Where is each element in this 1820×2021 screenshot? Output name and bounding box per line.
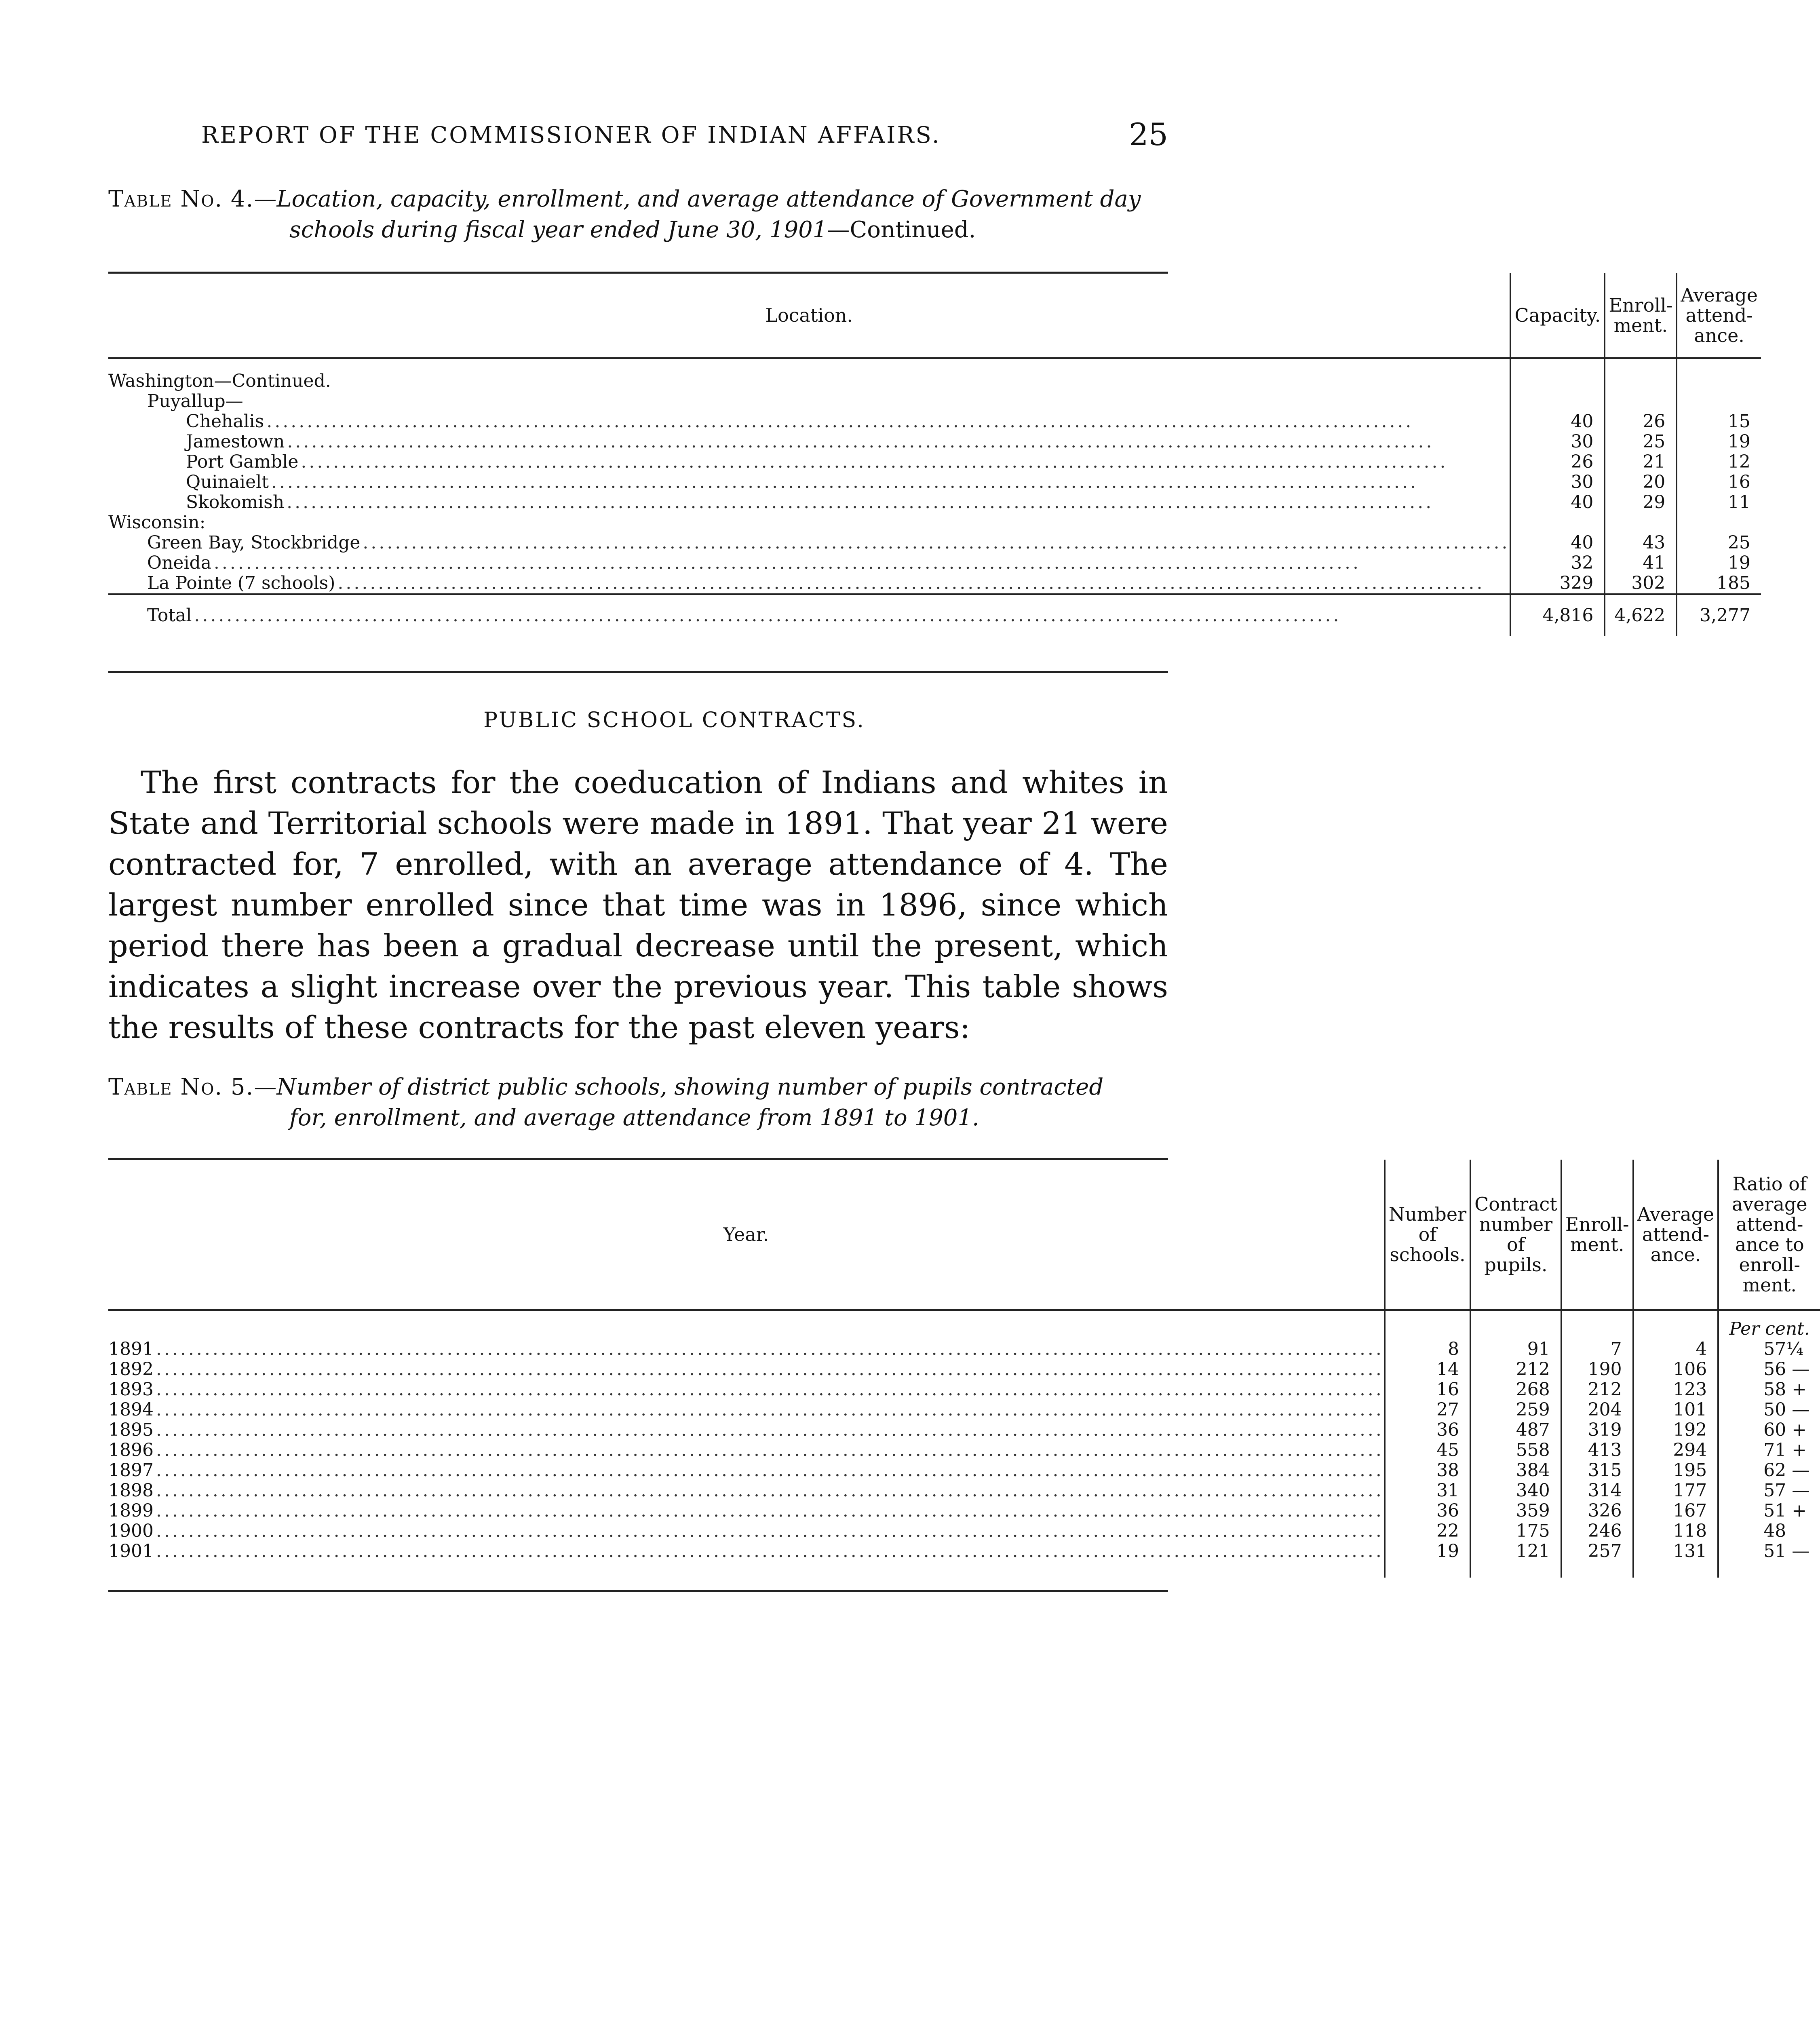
table5-cell-ratio: 62 — xyxy=(1718,1460,1820,1481)
table5-cell-schools: 22 xyxy=(1385,1521,1470,1541)
table5-cell-contract: 259 xyxy=(1470,1400,1561,1420)
table4-cell-capacity: 32 xyxy=(1510,553,1605,573)
table4-caption xyxy=(108,184,1168,245)
table4-total-row: Total .............................................................................................................................................. 4,816 4,622 3,277 xyxy=(108,594,1761,636)
table5-cell-attendance: 101 xyxy=(1633,1400,1719,1420)
section-heading: PUBLIC SCHOOL CONTRACTS. xyxy=(483,708,865,732)
table5-row: 1895 ........................................................................................................................................................ 36 487 319 192 60 + xyxy=(108,1420,1820,1440)
table5-ratio-unit: Per cent. xyxy=(1718,1310,1820,1339)
table5-cell-attendance: 123 xyxy=(1633,1380,1719,1400)
table5-row: 1901 ........................................................................................................................................................ 19 121 257 131 51 — xyxy=(108,1541,1820,1561)
table5-row: 1897 ........................................................................................................................................................ 38 384 315 195 62 — xyxy=(108,1460,1820,1481)
table4-row-name: Oneida xyxy=(147,553,211,573)
table4-row: Skokomish .............................................................................................................................................. 40 29 11 xyxy=(108,492,1761,513)
table5-cell-schools: 14 xyxy=(1385,1359,1470,1380)
table4-cell-capacity: 26 xyxy=(1510,452,1605,472)
table4-total-attendance: 3,277 xyxy=(1677,594,1761,636)
table4-cell-enrollment: 43 xyxy=(1605,533,1677,553)
table4-row-name: Skokomish xyxy=(186,492,285,513)
table4-caption-line2: schools during fiscal year ended June 30, 1901 xyxy=(289,217,827,243)
table4-cell-capacity: 40 xyxy=(1510,533,1605,553)
table4-header-location: Location. xyxy=(108,273,1510,358)
table5-cell-contract: 487 xyxy=(1470,1420,1561,1440)
table4-group-wisconsin: Wisconsin: xyxy=(108,512,206,533)
table5-row: 1898 ........................................................................................................................................................ 31 340 314 177 57 — xyxy=(108,1481,1820,1501)
table5-cell-attendance: 195 xyxy=(1633,1460,1719,1481)
table4-header-row xyxy=(108,273,1761,358)
table5-row: 1893 ........................................................................................................................................................ 16 268 212 123 58 + xyxy=(108,1380,1820,1400)
table4 xyxy=(108,273,1761,636)
table5 xyxy=(108,1160,1820,1578)
table5-cell-enrollment: 413 xyxy=(1561,1440,1633,1460)
table5-cell-contract: 91 xyxy=(1470,1339,1561,1359)
table5-year: 1896 xyxy=(108,1440,154,1460)
table5-cell-schools: 19 xyxy=(1385,1541,1470,1561)
table5-cell-ratio: 71 + xyxy=(1718,1440,1820,1460)
table5-row: 1892 ........................................................................................................................................................ 14 212 190 106 56 — xyxy=(108,1359,1820,1380)
table5-year: 1897 xyxy=(108,1460,154,1481)
table4-row-name: Jamestown xyxy=(186,431,285,452)
table5-cell-enrollment: 326 xyxy=(1561,1501,1633,1521)
table5-cell-enrollment: 7 xyxy=(1561,1339,1633,1359)
table5-year: 1894 xyxy=(108,1399,154,1420)
table5-cell-contract: 121 xyxy=(1470,1541,1561,1561)
table5-cell-ratio: 51 + xyxy=(1718,1501,1820,1521)
table5-cell-contract: 268 xyxy=(1470,1380,1561,1400)
table4-row: Chehalis .............................................................................................................................................. 40 26 15 xyxy=(108,411,1761,432)
table4-cell-capacity: 30 xyxy=(1510,432,1605,452)
table5-cell-contract: 212 xyxy=(1470,1359,1561,1380)
table5-cell-schools: 31 xyxy=(1385,1481,1470,1501)
table5-cell-enrollment: 257 xyxy=(1561,1541,1633,1561)
table4-header-enrollment: Enroll-ment. xyxy=(1605,273,1677,358)
table5-cell-schools: 27 xyxy=(1385,1400,1470,1420)
table4-row-name: Green Bay, Stockbridge xyxy=(147,532,361,553)
table4-caption-label: Table No. 4. xyxy=(108,186,254,212)
table4-cell-attendance: 19 xyxy=(1677,432,1761,452)
running-head-title: REPORT OF THE COMMISSIONER OF INDIAN AFFAIRS. xyxy=(201,122,941,148)
table4-row: La Pointe (7 schools) .............................................................................................................................................. 329 302 185 xyxy=(108,573,1761,594)
table5-year: 1900 xyxy=(108,1521,154,1541)
table4-header-attendance: Average attend-ance. xyxy=(1677,273,1761,358)
table4-cell-capacity: 30 xyxy=(1510,472,1605,492)
table4-cell-attendance: 15 xyxy=(1677,411,1761,432)
body-paragraph: The first contracts for the coeducation of Indians and whites in State and Territorial schools were made in 1891. That year 21 were contracted for, 7 enrolled, with an average attendance of 4. The largest number enrolled since that time was in 1896, since which period there has been a gradual decrease until the present, which indicates a slight increase over the previous year. This table shows the results of these contracts for the past eleven years: xyxy=(108,764,1168,1045)
table5-cell-enrollment: 314 xyxy=(1561,1481,1633,1501)
table5-header-contract: Contract number of pupils. xyxy=(1470,1160,1561,1310)
table4-row-name: Quinaielt xyxy=(186,472,269,492)
table5-header-schools: Number of schools. xyxy=(1385,1160,1470,1310)
table4-cell-enrollment: 25 xyxy=(1605,432,1677,452)
table5-header-year: Year. xyxy=(108,1160,1385,1310)
table5-cell-attendance: 192 xyxy=(1633,1420,1719,1440)
table4-total-label: Total xyxy=(147,605,192,626)
table5-caption-label: Table No. 5. xyxy=(108,1074,254,1100)
table5-cell-ratio: 58 + xyxy=(1718,1380,1820,1400)
table5-cell-enrollment: 315 xyxy=(1561,1460,1633,1481)
table5-cell-attendance: 177 xyxy=(1633,1481,1719,1501)
table5-row: 1891 ........................................................................................................................................................ 8 91 7 4 57¼ xyxy=(108,1339,1820,1359)
table5-cell-enrollment: 319 xyxy=(1561,1420,1633,1440)
table4-cell-enrollment: 20 xyxy=(1605,472,1677,492)
table5-cell-contract: 175 xyxy=(1470,1521,1561,1541)
table5-cell-enrollment: 190 xyxy=(1561,1359,1633,1380)
table4-cell-enrollment: 41 xyxy=(1605,553,1677,573)
table4-total-capacity: 4,816 xyxy=(1510,594,1605,636)
table5-cell-enrollment: 212 xyxy=(1561,1380,1633,1400)
table5-cell-contract: 384 xyxy=(1470,1460,1561,1481)
table5-header-row xyxy=(108,1160,1820,1310)
table4-cell-enrollment: 26 xyxy=(1605,411,1677,432)
table5-cell-schools: 36 xyxy=(1385,1501,1470,1521)
table5-bottom-rule xyxy=(108,1590,1168,1592)
table5-year: 1895 xyxy=(108,1420,154,1440)
table4-cell-attendance: 25 xyxy=(1677,533,1761,553)
table5-cell-schools: 8 xyxy=(1385,1339,1470,1359)
table4-cell-attendance: 185 xyxy=(1677,573,1761,594)
table4-cell-enrollment: 302 xyxy=(1605,573,1677,594)
table5-year: 1893 xyxy=(108,1379,154,1400)
table4-group-heading xyxy=(108,371,1761,391)
table4-caption-line1: —Location, capacity, enrollment, and average attendance of Government day xyxy=(254,186,1141,212)
table4-cell-attendance: 11 xyxy=(1677,492,1761,513)
table4-bottom-rule xyxy=(108,671,1168,673)
table4-row: Jamestown .............................................................................................................................................. 30 25 19 xyxy=(108,432,1761,452)
table5-cell-enrollment: 204 xyxy=(1561,1400,1633,1420)
table5-cell-ratio: 57¼ xyxy=(1718,1339,1820,1359)
table4-subgroup-puyallup: Puyallup— xyxy=(147,391,243,411)
table5-cell-schools: 38 xyxy=(1385,1460,1470,1481)
table5-cell-ratio: 56 — xyxy=(1718,1359,1820,1380)
table5-year: 1898 xyxy=(108,1480,154,1501)
table5-header-ratio: Ratio of average attend-ance to enroll-ment. xyxy=(1718,1160,1820,1310)
table5-cell-attendance: 131 xyxy=(1633,1541,1719,1561)
table4-subgroup-heading xyxy=(108,391,1761,411)
table4-cell-enrollment: 29 xyxy=(1605,492,1677,513)
table4-cell-capacity: 40 xyxy=(1510,411,1605,432)
table4-header-capacity: Capacity. xyxy=(1510,273,1605,358)
running-head xyxy=(108,116,1168,153)
table4-cell-capacity: 40 xyxy=(1510,492,1605,513)
table4-cell-attendance: 12 xyxy=(1677,452,1761,472)
table5-caption xyxy=(108,1072,1168,1133)
table5-cell-contract: 359 xyxy=(1470,1501,1561,1521)
table5-cell-schools: 16 xyxy=(1385,1380,1470,1400)
table4-cell-attendance: 19 xyxy=(1677,553,1761,573)
table4-group-heading xyxy=(108,513,1761,533)
table5-cell-schools: 36 xyxy=(1385,1420,1470,1440)
table5-cell-schools: 45 xyxy=(1385,1440,1470,1460)
table4-group-washington: Washington—Continued. xyxy=(108,371,331,391)
table5-row: 1894 ........................................................................................................................................................ 27 259 204 101 50 — xyxy=(108,1400,1820,1420)
table4-row-name: Port Gamble xyxy=(186,451,299,472)
table5-year: 1901 xyxy=(108,1541,154,1561)
table4-row-name: Chehalis xyxy=(186,411,264,432)
table4-row: Port Gamble .............................................................................................................................................. 26 21 12 xyxy=(108,452,1761,472)
table5-cell-contract: 558 xyxy=(1470,1440,1561,1460)
table4-total-enrollment: 4,622 xyxy=(1605,594,1677,636)
table4-row-name: La Pointe (7 schools) xyxy=(147,573,335,593)
page-number: 25 xyxy=(1129,116,1168,152)
table5-unit-row xyxy=(108,1310,1820,1339)
table5-header-enrollment: Enroll-ment. xyxy=(1561,1160,1633,1310)
table4-cell-capacity: 329 xyxy=(1510,573,1605,594)
table5-row: 1900 ........................................................................................................................................................ 22 175 246 118 48 xyxy=(108,1521,1820,1541)
table5-cell-ratio: 57 — xyxy=(1718,1481,1820,1501)
table5-cell-attendance: 106 xyxy=(1633,1359,1719,1380)
table5-row: 1899 ........................................................................................................................................................ 36 359 326 167 51 + xyxy=(108,1501,1820,1521)
table5-cell-ratio: 51 — xyxy=(1718,1541,1820,1561)
table5-cell-ratio: 60 + xyxy=(1718,1420,1820,1440)
table5-cell-attendance: 118 xyxy=(1633,1521,1719,1541)
table5-cell-ratio: 50 — xyxy=(1718,1400,1820,1420)
table5-cell-ratio: 48 xyxy=(1718,1521,1820,1541)
table5-cell-attendance: 294 xyxy=(1633,1440,1719,1460)
table5-year: 1899 xyxy=(108,1500,154,1521)
table5-cell-attendance: 167 xyxy=(1633,1501,1719,1521)
table4-cell-attendance: 16 xyxy=(1677,472,1761,492)
table4-row: Green Bay, Stockbridge .............................................................................................................................................. 40 43 25 xyxy=(108,533,1761,553)
table5-cell-enrollment: 246 xyxy=(1561,1521,1633,1541)
table5-caption-line2: for, enrollment, and average attendance from 1891 to 1901. xyxy=(289,1105,979,1131)
table5-year: 1891 xyxy=(108,1339,154,1359)
table4-caption-continued: —Continued. xyxy=(827,217,976,243)
table5-year: 1892 xyxy=(108,1359,154,1380)
table5-cell-attendance: 4 xyxy=(1633,1339,1719,1359)
table5-header-attendance: Average attend-ance. xyxy=(1633,1160,1719,1310)
table5-row: 1896 ........................................................................................................................................................ 45 558 413 294 71 + xyxy=(108,1440,1820,1460)
table4-cell-enrollment: 21 xyxy=(1605,452,1677,472)
table4-row: Oneida .............................................................................................................................................. 32 41 19 xyxy=(108,553,1761,573)
table5-caption-line1: —Number of district public schools, showing number of pupils contracted xyxy=(254,1074,1104,1100)
table4-row: Quinaielt .............................................................................................................................................. 30 20 16 xyxy=(108,472,1761,492)
table5-cell-contract: 340 xyxy=(1470,1481,1561,1501)
